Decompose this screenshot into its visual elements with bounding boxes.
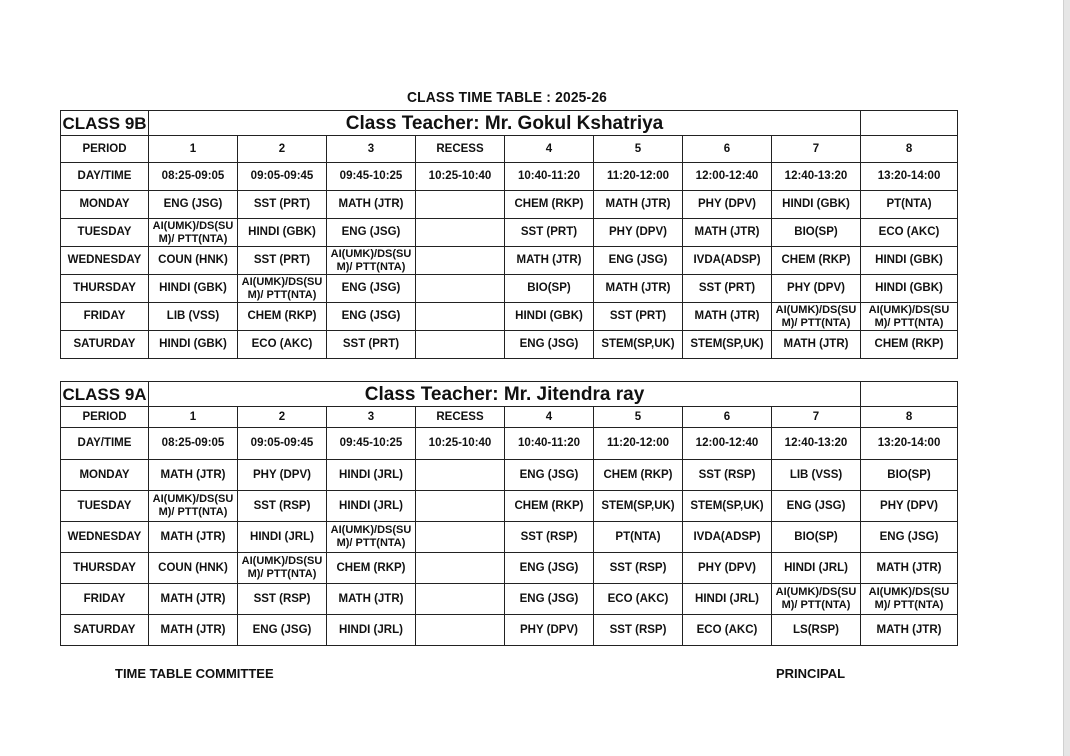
subject-cell: HINDI (JRL) [238,522,327,553]
recess-cell [416,460,505,491]
empty-cell [861,111,958,136]
subject-cell: CHEM (RKP) [505,491,594,522]
class-name: 9B [124,113,147,133]
day-label: FRIDAY [61,303,149,331]
subject-cell: PHY (DPV) [772,275,861,303]
day-row [61,247,958,275]
day-label: TUESDAY [61,491,149,522]
subject-cell: ECO (AKC) [683,615,772,646]
subject-cell: SST (RSP) [238,584,327,615]
day-row [61,615,958,646]
day-row [61,522,958,553]
time-slot: 12:40-13:20 [772,428,861,460]
subject-cell: AI(UMK)/DS(SUM)/ PTT(NTA) [238,275,327,303]
subject-cell: MATH (JTR) [594,275,683,303]
subject-cell: MATH (JTR) [594,191,683,219]
day-row [61,331,958,359]
subject-cell: ECO (AKC) [861,219,958,247]
day-row [61,553,958,584]
subject-cell: AI(UMK)/DS(SUM)/ PTT(NTA) [861,584,958,615]
period-number: 5 [594,136,683,163]
subject-cell: AI(UMK)/DS(SUM)/ PTT(NTA) [772,584,861,615]
day-label: MONDAY [61,460,149,491]
day-row [61,303,958,331]
subject-cell: ENG (JSG) [327,275,416,303]
day-label: THURSDAY [61,275,149,303]
day-label: WEDNESDAY [61,247,149,275]
class-label: CLASS [62,384,121,404]
day-label: FRIDAY [61,584,149,615]
subject-cell: PHY (DPV) [505,615,594,646]
subject-cell: HINDI (GBK) [149,275,238,303]
daytime-label: DAY/TIME [61,163,149,191]
period-label: PERIOD [61,136,149,163]
recess-cell [416,247,505,275]
subject-cell: AI(UMK)/DS(SUM)/ PTT(NTA) [327,247,416,275]
recess-cell [416,584,505,615]
time-slot: 09:05-09:45 [238,163,327,191]
subject-cell: HINDI (JRL) [683,584,772,615]
subject-cell: MATH (JTR) [149,460,238,491]
period-row [61,136,958,163]
daytime-label: DAY/TIME [61,428,149,460]
subject-cell: BIO(SP) [772,219,861,247]
day-row [61,191,958,219]
period-number: 1 [149,136,238,163]
timetable-9a [60,381,958,646]
subject-cell: ENG (JSG) [861,522,958,553]
subject-cell: MATH (JTR) [861,615,958,646]
subject-cell: ENG (JSG) [238,615,327,646]
subject-cell: HINDI (GBK) [505,303,594,331]
subject-cell: AI(UMK)/DS(SUM)/ PTT(NTA) [238,553,327,584]
page-title: CLASS TIME TABLE : 2025-26 [406,89,608,106]
subject-cell: CHEM (RKP) [505,191,594,219]
subject-cell: MATH (JTR) [327,584,416,615]
subject-cell: HINDI (GBK) [149,331,238,359]
subject-cell: PHY (DPV) [238,460,327,491]
period-label: PERIOD [61,407,149,428]
day-row [61,584,958,615]
teacher-label: Class Teacher: [364,383,499,405]
subject-cell: HINDI (JRL) [772,553,861,584]
subject-cell: STEM(SP,UK) [594,331,683,359]
recess-cell [416,615,505,646]
time-slot: 11:20-12:00 [594,428,683,460]
subject-cell: BIO(SP) [505,275,594,303]
day-row [61,491,958,522]
period-number: 8 [861,136,958,163]
subject-cell: ECO (AKC) [594,584,683,615]
day-label: TUESDAY [61,219,149,247]
subject-cell: AI(UMK)/DS(SUM)/ PTT(NTA) [861,303,958,331]
period-number: 2 [238,136,327,163]
subject-cell: SST (PRT) [594,303,683,331]
subject-cell: IVDA(ADSP) [683,247,772,275]
time-slot: 13:20-14:00 [861,163,958,191]
period-number: 2 [238,407,327,428]
subject-cell: BIO(SP) [772,522,861,553]
subject-cell: CHEM (RKP) [594,460,683,491]
recess-cell [416,275,505,303]
class-teacher-cell [149,382,861,407]
table-header-row [61,382,958,407]
period-number: 5 [594,407,683,428]
subject-cell: STEM(SP,UK) [683,491,772,522]
subject-cell: SST (PRT) [238,247,327,275]
subject-cell: HINDI (GBK) [772,191,861,219]
subject-cell: PT(NTA) [861,191,958,219]
subject-cell: MATH (JTR) [772,331,861,359]
period-number: RECESS [416,136,505,163]
teacher-name: Mr. Jitendra ray [503,383,645,405]
time-slot: 10:25-10:40 [416,428,505,460]
subject-cell: ENG (JSG) [327,219,416,247]
subject-cell: HINDI (JRL) [327,460,416,491]
page-edge [1063,0,1070,756]
period-number: 7 [772,407,861,428]
time-slot: 12:00-12:40 [683,428,772,460]
day-row [61,460,958,491]
time-slot: 10:40-11:20 [505,428,594,460]
subject-cell: COUN (HNK) [149,553,238,584]
subject-cell: ENG (JSG) [149,191,238,219]
subject-cell: MATH (JTR) [683,219,772,247]
recess-cell [416,219,505,247]
subject-cell: CHEM (RKP) [861,331,958,359]
subject-cell: MATH (JTR) [149,522,238,553]
time-slot: 09:45-10:25 [327,428,416,460]
subject-cell: PT(NTA) [594,522,683,553]
teacher-label: Class Teacher: [345,112,480,134]
subject-cell: SST (RSP) [594,615,683,646]
time-slot: 08:25-09:05 [149,428,238,460]
subject-cell: ENG (JSG) [327,303,416,331]
subject-cell: MATH (JTR) [861,553,958,584]
subject-cell: PHY (DPV) [683,191,772,219]
subject-cell: MATH (JTR) [327,191,416,219]
subject-cell: ENG (JSG) [772,491,861,522]
recess-cell [416,331,505,359]
subject-cell: AI(UMK)/DS(SUM)/ PTT(NTA) [327,522,416,553]
day-label: THURSDAY [61,553,149,584]
subject-cell: SST (PRT) [327,331,416,359]
class-name: 9A [124,384,147,404]
subject-cell: SST (RSP) [238,491,327,522]
subject-cell: PHY (DPV) [861,491,958,522]
recess-cell [416,491,505,522]
subject-cell: PHY (DPV) [683,553,772,584]
recess-cell [416,191,505,219]
time-slot: 09:45-10:25 [327,163,416,191]
day-label: MONDAY [61,191,149,219]
period-number: 8 [861,407,958,428]
subject-cell: STEM(SP,UK) [683,331,772,359]
committee-signature-label: TIME TABLE COMMITTEE [115,666,274,681]
day-label: SATURDAY [61,331,149,359]
time-slot: 10:25-10:40 [416,163,505,191]
subject-cell: SST (RSP) [505,522,594,553]
time-slot: 09:05-09:45 [238,428,327,460]
subject-cell: HINDI (JRL) [327,491,416,522]
recess-cell [416,522,505,553]
time-slot: 12:40-13:20 [772,163,861,191]
time-slot: 08:25-09:05 [149,163,238,191]
class-cell [61,111,149,136]
subject-cell: AI(UMK)/DS(SUM)/ PTT(NTA) [149,219,238,247]
subject-cell: HINDI (GBK) [861,275,958,303]
subject-cell: STEM(SP,UK) [594,491,683,522]
period-number: 6 [683,407,772,428]
subject-cell: SST (PRT) [683,275,772,303]
subject-cell: CHEM (RKP) [772,247,861,275]
recess-cell [416,553,505,584]
subject-cell: ENG (JSG) [594,247,683,275]
class-label: CLASS [62,113,121,133]
period-number: RECESS [416,407,505,428]
subject-cell: BIO(SP) [861,460,958,491]
subject-cell: HINDI (GBK) [238,219,327,247]
subject-cell: SST (RSP) [594,553,683,584]
subject-cell: ENG (JSG) [505,460,594,491]
subject-cell: CHEM (RKP) [327,553,416,584]
time-slot: 11:20-12:00 [594,163,683,191]
subject-cell: SST (PRT) [505,219,594,247]
time-row [61,163,958,191]
subject-cell: HINDI (GBK) [861,247,958,275]
day-row [61,275,958,303]
class-teacher-cell [149,111,861,136]
time-slot: 12:00-12:40 [683,163,772,191]
period-number: 6 [683,136,772,163]
subject-cell: LS(RSP) [772,615,861,646]
subject-cell: ENG (JSG) [505,553,594,584]
time-row [61,428,958,460]
day-row [61,219,958,247]
period-number: 3 [327,136,416,163]
subject-cell: MATH (JTR) [149,584,238,615]
class-cell [61,382,149,407]
teacher-name: Mr. Gokul Kshatriya [484,112,664,134]
subject-cell: ENG (JSG) [505,584,594,615]
subject-cell: MATH (JTR) [505,247,594,275]
period-number: 4 [505,136,594,163]
subject-cell: MATH (JTR) [683,303,772,331]
day-label: WEDNESDAY [61,522,149,553]
timetable-9b [60,110,958,359]
empty-cell [861,382,958,407]
recess-cell [416,303,505,331]
subject-cell: CHEM (RKP) [238,303,327,331]
period-number: 4 [505,407,594,428]
subject-cell: LIB (VSS) [149,303,238,331]
subject-cell: ECO (AKC) [238,331,327,359]
subject-cell: PHY (DPV) [594,219,683,247]
subject-cell: HINDI (JRL) [327,615,416,646]
subject-cell: AI(UMK)/DS(SUM)/ PTT(NTA) [149,491,238,522]
period-number: 1 [149,407,238,428]
subject-cell: AI(UMK)/DS(SUM)/ PTT(NTA) [772,303,861,331]
period-row [61,407,958,428]
subject-cell: COUN (HNK) [149,247,238,275]
day-label: SATURDAY [61,615,149,646]
principal-signature-label: PRINCIPAL [776,666,846,681]
period-number: 7 [772,136,861,163]
subject-cell: IVDA(ADSP) [683,522,772,553]
subject-cell: LIB (VSS) [772,460,861,491]
subject-cell: ENG (JSG) [505,331,594,359]
time-slot: 10:40-11:20 [505,163,594,191]
table-header-row [61,111,958,136]
subject-cell: SST (PRT) [238,191,327,219]
time-slot: 13:20-14:00 [861,428,958,460]
subject-cell: MATH (JTR) [149,615,238,646]
subject-cell: SST (RSP) [683,460,772,491]
period-number: 3 [327,407,416,428]
